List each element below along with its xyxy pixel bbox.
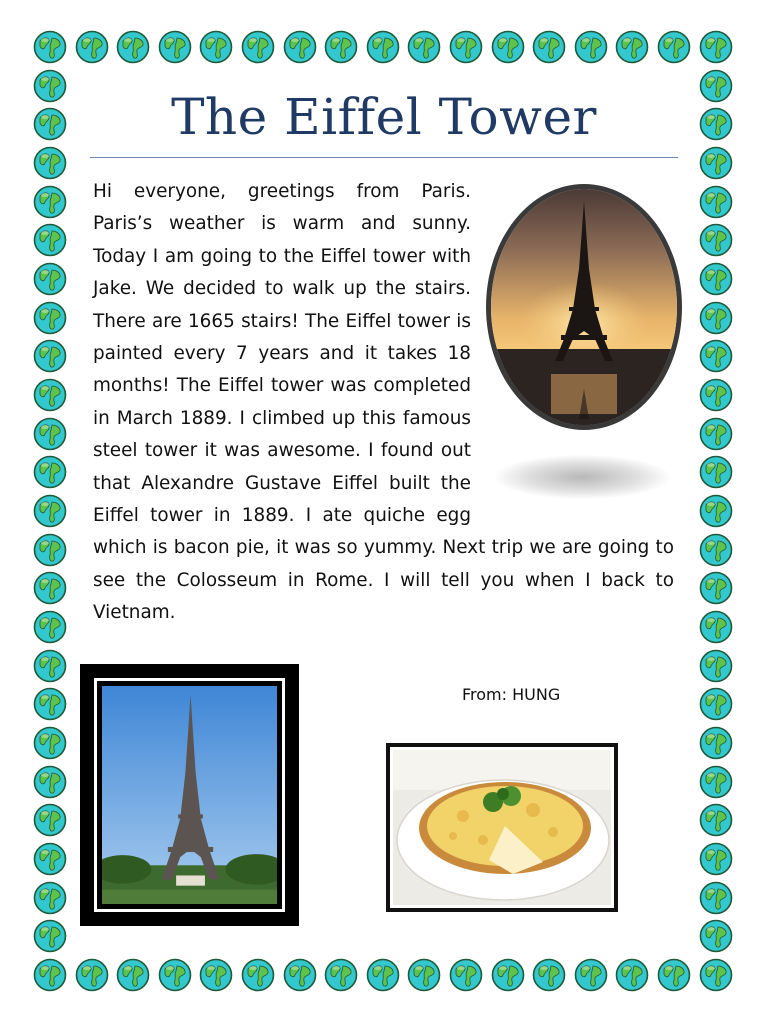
globe-icon	[699, 919, 733, 953]
globe-icon	[699, 185, 733, 219]
globe-icon	[657, 30, 691, 64]
globe-icon	[324, 958, 358, 992]
globe-icon	[366, 30, 400, 64]
globe-icon	[699, 339, 733, 373]
globe-icon	[574, 958, 608, 992]
globe-icon	[116, 30, 150, 64]
globe-icon	[699, 146, 733, 180]
page-title: The Eiffel Tower	[171, 88, 597, 146]
photo-shadow	[495, 455, 670, 499]
globe-icon	[699, 610, 733, 644]
globe-icon	[33, 803, 67, 837]
globe-icon	[33, 30, 67, 64]
globe-icon	[33, 765, 67, 799]
eiffel-sunset-photo	[486, 184, 682, 430]
eiffel-day-photo-frame	[80, 664, 299, 926]
globe-icon	[33, 571, 67, 605]
globe-icon	[33, 958, 67, 992]
globe-icon	[699, 107, 733, 141]
globe-icon	[158, 958, 192, 992]
globe-icon	[33, 687, 67, 721]
globe-icon	[33, 301, 67, 335]
globe-icon	[33, 610, 67, 644]
globe-icon	[615, 958, 649, 992]
globe-icon	[491, 30, 525, 64]
globe-icon	[699, 301, 733, 335]
globe-icon	[33, 842, 67, 876]
globe-icon	[449, 958, 483, 992]
globe-icon	[699, 726, 733, 760]
globe-icon	[158, 30, 192, 64]
globe-icon	[33, 726, 67, 760]
globe-icon	[33, 533, 67, 567]
globe-icon	[699, 765, 733, 799]
globe-icon	[366, 958, 400, 992]
signature	[462, 685, 560, 704]
globe-icon	[699, 571, 733, 605]
globe-icon	[699, 687, 733, 721]
globe-icon	[699, 803, 733, 837]
globe-icon	[33, 919, 67, 953]
globe-icon	[33, 339, 67, 373]
globe-icon	[241, 30, 275, 64]
globe-icon	[116, 958, 150, 992]
globe-icon	[33, 262, 67, 296]
globe-icon	[75, 30, 109, 64]
globe-icon	[699, 881, 733, 915]
globe-icon	[699, 494, 733, 528]
globe-icon	[33, 881, 67, 915]
globe-icon	[699, 378, 733, 412]
globe-icon	[33, 649, 67, 683]
signature-name: HUNG	[512, 685, 561, 704]
globe-icon	[33, 107, 67, 141]
globe-icon	[491, 958, 525, 992]
globe-icon	[699, 417, 733, 451]
globe-icon	[699, 533, 733, 567]
globe-icon	[283, 958, 317, 992]
globe-icon	[657, 958, 691, 992]
globe-icon	[33, 378, 67, 412]
globe-icon	[615, 30, 649, 64]
globe-icon	[699, 223, 733, 257]
globe-icon	[75, 958, 109, 992]
letter-body-text: Hi everyone, greetings from Paris. Paris’s weather is warm and sunny. Today I am going to the Eiffel tower with Jake. We decided to walk up the stairs. There are 1665 stairs! The Eiffel tower is painted every 7 years and it takes 18 months! The Eiffel tower was completed in March 1889. I climbed up this famous steel tower it was awesome. I found out that Alexandre Gustave Eiffel built the Eiffel tower in 1889. I ate quiche egg which is bacon pie, it was so yummy. Next trip we are going to see the Colosseum in Rome. I will tell you when I back to Vietnam.	[93, 181, 674, 624]
globe-icon	[699, 649, 733, 683]
signature-label: From:	[462, 685, 508, 704]
globe-icon	[407, 30, 441, 64]
globe-icon	[699, 30, 733, 64]
globe-icon	[199, 958, 233, 992]
globe-icon	[532, 30, 566, 64]
globe-icon	[33, 185, 67, 219]
eiffel-day-photo	[102, 686, 277, 904]
globe-icon	[283, 30, 317, 64]
globe-icon	[33, 494, 67, 528]
quiche-photo-frame	[386, 743, 618, 912]
globe-icon	[407, 958, 441, 992]
globe-icon	[699, 958, 733, 992]
globe-icon	[532, 958, 566, 992]
globe-icon	[324, 30, 358, 64]
globe-icon	[449, 30, 483, 64]
globe-icon	[33, 455, 67, 489]
globe-icon	[241, 958, 275, 992]
globe-icon	[33, 417, 67, 451]
globe-icon	[199, 30, 233, 64]
title-divider	[90, 157, 678, 158]
quiche-photo	[393, 750, 611, 905]
globe-icon	[33, 69, 67, 103]
globe-icon	[33, 146, 67, 180]
globe-icon	[699, 842, 733, 876]
globe-icon	[33, 223, 67, 257]
globe-icon	[699, 69, 733, 103]
globe-icon	[574, 30, 608, 64]
globe-icon	[699, 455, 733, 489]
globe-icon	[699, 262, 733, 296]
